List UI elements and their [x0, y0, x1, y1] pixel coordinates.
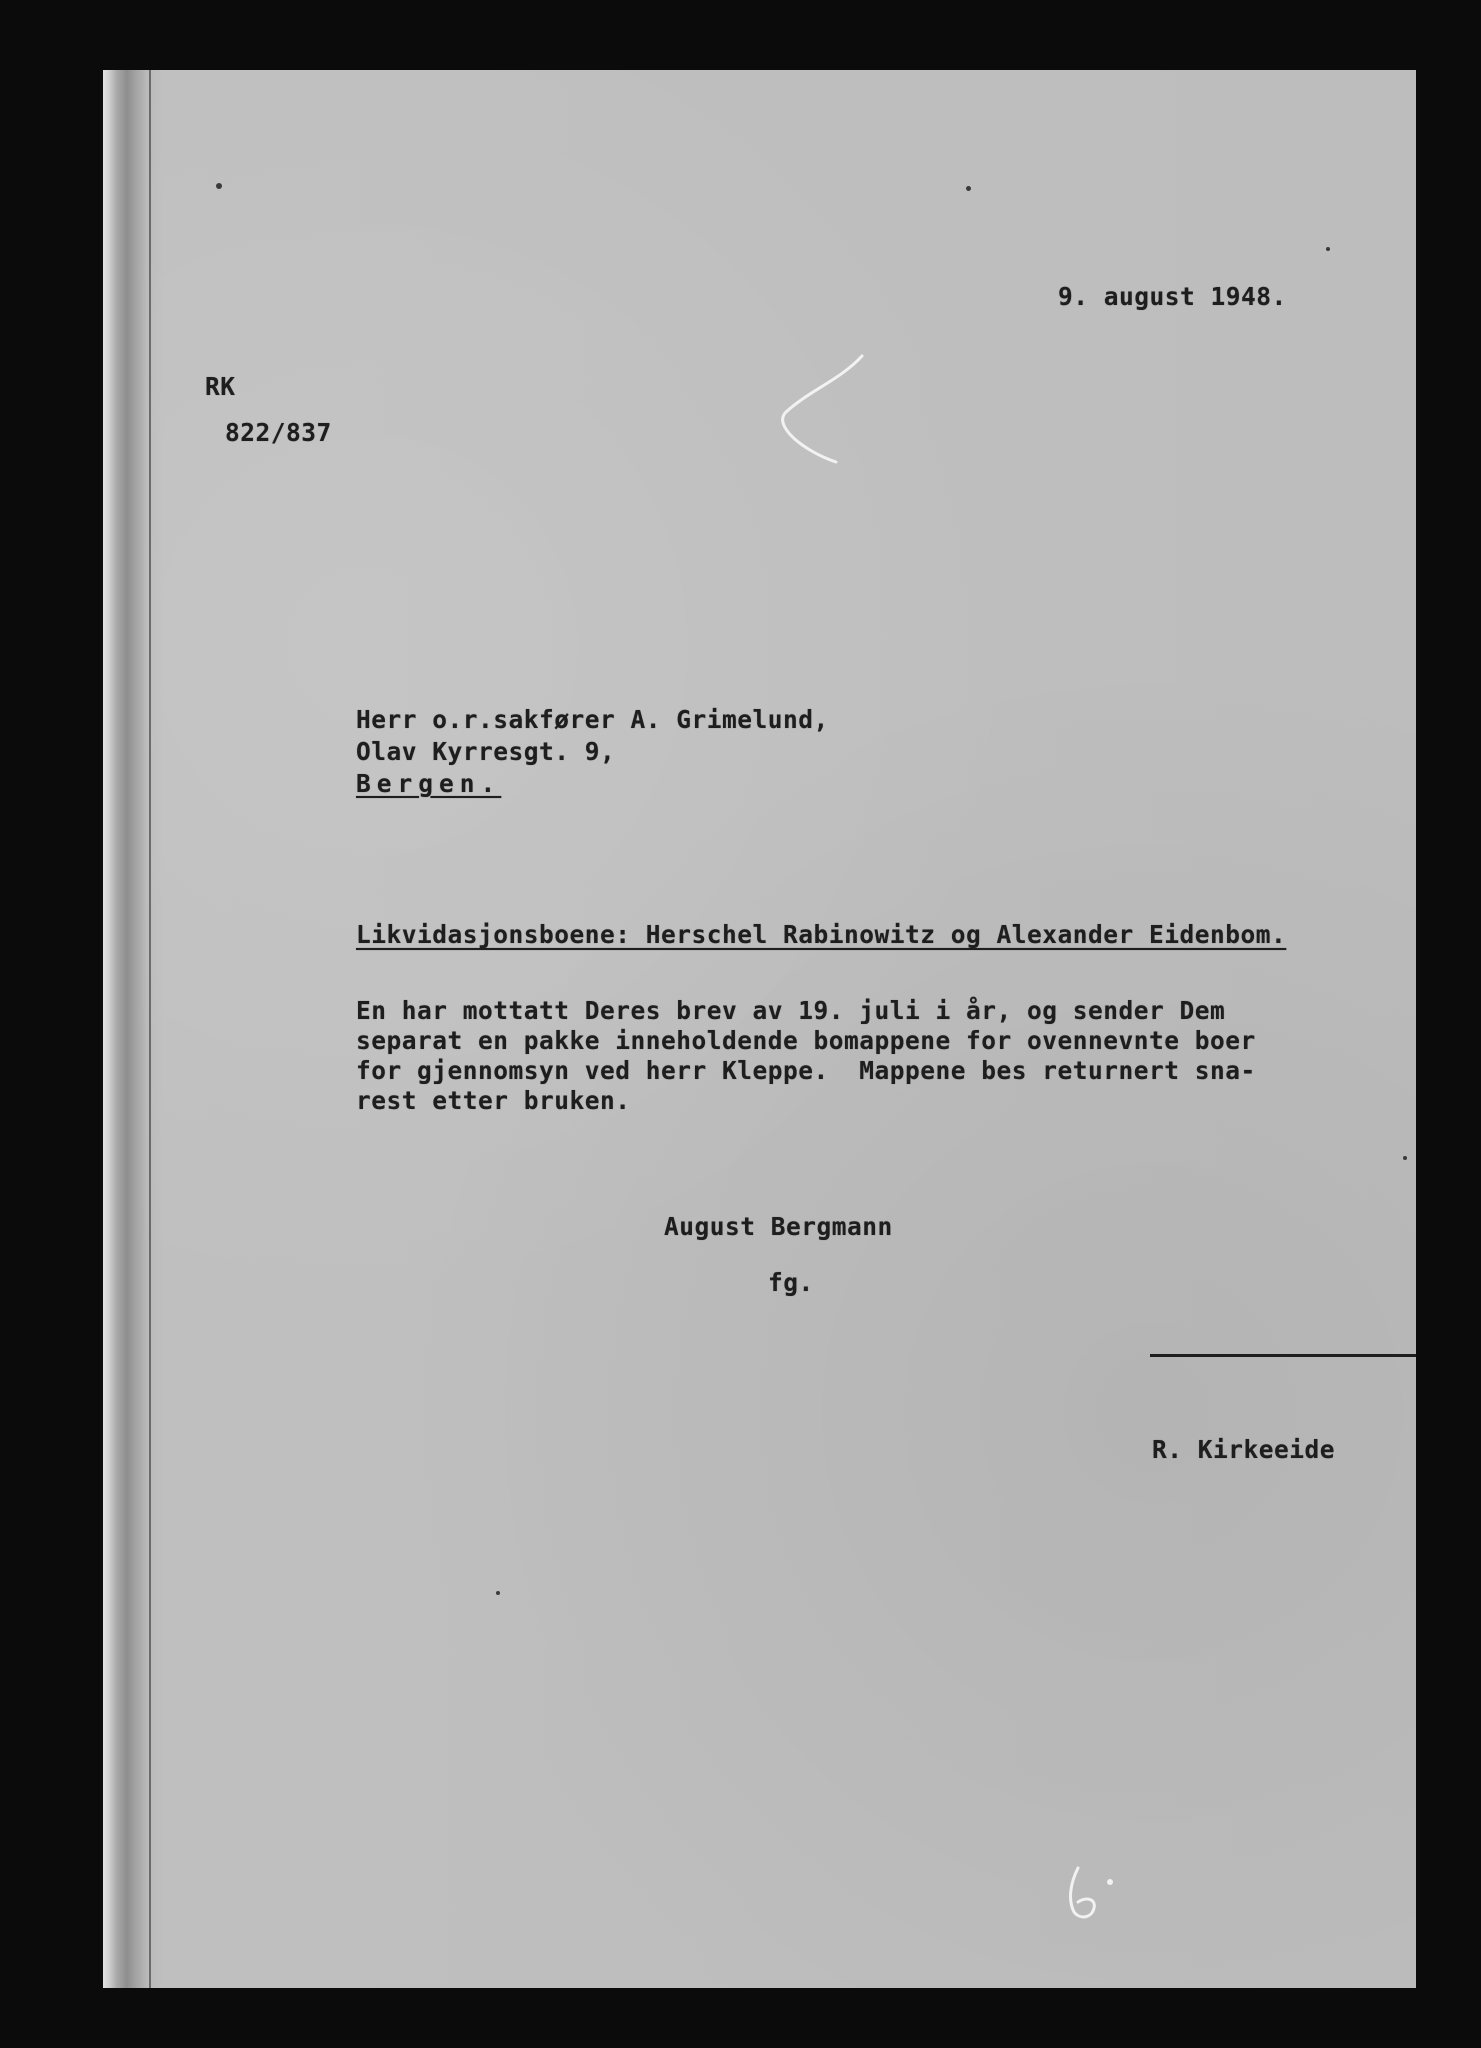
body-line-4: rest etter bruken.: [356, 1086, 631, 1115]
letter-subject: Likvidasjonsboene: Herschel Rabinowitz og Alexander Eidenbom.: [356, 920, 1287, 949]
copy-signatory-name: R. Kirkeeide: [1152, 1435, 1336, 1464]
pencil-page-mark: [1060, 1860, 1130, 1930]
signatory-initials: fg.: [768, 1268, 814, 1297]
signature-line: [1150, 1354, 1416, 1357]
body-line-2: separat en pakke inneholdende bomappene for ovennevnte boer: [356, 1026, 1256, 1055]
paper-speck: [1403, 1156, 1407, 1160]
recipient-line-1: Herr o.r.sakfører A. Grimelund,: [356, 705, 829, 734]
paper-speck: [496, 1591, 500, 1595]
paper-speck: [1326, 247, 1330, 251]
reference-number: 822/837: [225, 418, 332, 447]
body-line-1: En har mottatt Deres brev av 19. juli i år, og sender Dem: [356, 996, 1226, 1025]
paper-speck: [966, 186, 971, 191]
body-line-3: for gjennomsyn ved herr Kleppe. Mappene bes returnert sna-: [356, 1056, 1256, 1085]
binding-edge: [103, 70, 147, 1988]
recipient-city: Bergen.: [356, 769, 502, 798]
recipient-line-2: Olav Kyrresgt. 9,: [356, 737, 616, 766]
pencil-check-mark: [770, 350, 880, 480]
letter-date: 9. august 1948.: [1058, 282, 1287, 311]
reference-initials: RK: [205, 372, 236, 401]
binding-crease: [149, 70, 151, 1988]
paper-speck: [216, 183, 222, 189]
signatory-name: August Bergmann: [664, 1212, 893, 1241]
